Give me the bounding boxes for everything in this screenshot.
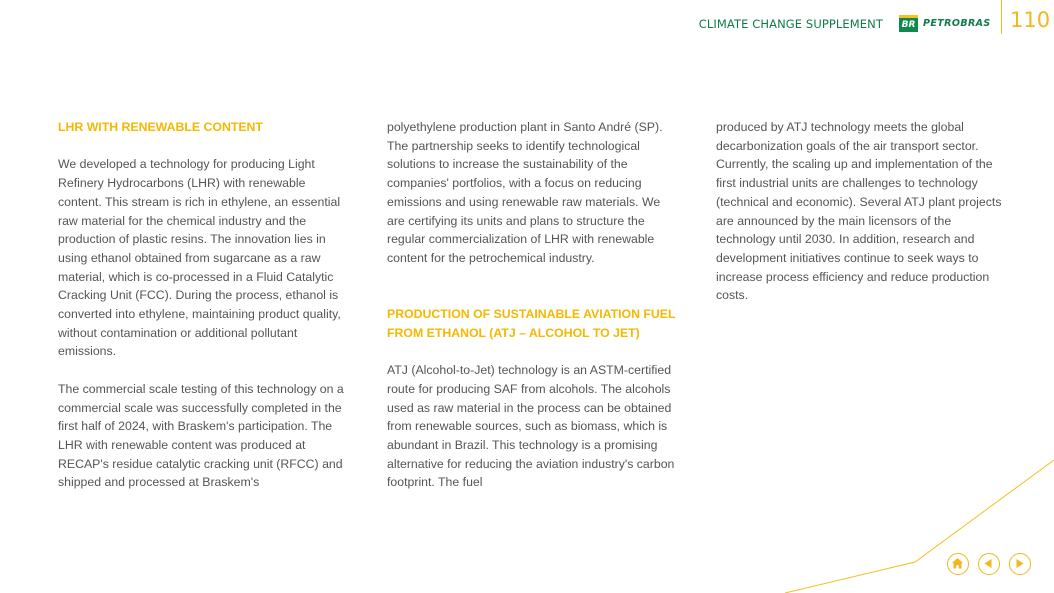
section-heading-lhr: LHR WITH RENEWABLE CONTENT <box>58 120 263 134</box>
br-logo-mark: BR <box>899 15 918 32</box>
petrobras-logo <box>899 15 995 33</box>
page-number: 110 <box>1010 8 1051 32</box>
column-3 <box>716 118 1008 305</box>
paragraph-atj-intro: ATJ (Alcohol-to-Jet) technology is an ASTM-certified route for producing SAF from alcohols. The alcohols used as raw material in the process can be obtained from renewable sources, such as biomass, which is abundant in Brazil. This technology is a promising alternative for reducing the aviation industry's carbon footprint. The fuel <box>387 363 675 490</box>
home-button[interactable] <box>947 553 969 575</box>
petrobras-wordmark: PETROBRAS <box>923 18 991 29</box>
paragraph-atj-continued: produced by ATJ technology meets the global decarbonization goals of the air transport sector. Currently, the scaling up and implementation of the first industrial units are challenges to technology (technical and economic). Several ATJ plant projects are announced by the main licensors of the technology until 2030. In addition, research and development initiatives continue to seek ways to increase process efficiency and reduce production costs. <box>716 120 1002 303</box>
triangle-left-icon <box>981 556 996 571</box>
paragraph-lhr-intro: We developed a technology for producing Light Refinery Hydrocarbons (LHR) with renewable content. This stream is rich in ethylene, an essential raw material for the chemical industry and the production of plastic resins. The innovation lies in using ethanol obtained from sugarcane as a raw material, which is co-processed in a Fluid Catalytic Cracking Unit (FCC). During the process, ethanol is converted into ethylene, maintaining product quality, without contamination or additional pollutant emissions. <box>58 157 341 359</box>
paragraph-lhr-continued: polyethylene production plant in Santo André (SP). The partnership seeks to identify technological solutions to increase the sustainability of the companies' portfolios, with a focus on reducing emissions and using renewable raw materials. We are certifying its units and plans to structure the regular commercialization of LHR with renewable content for the petrochemical industry. <box>387 120 663 265</box>
next-page-button[interactable] <box>1009 553 1031 575</box>
column-2 <box>387 118 679 492</box>
triangle-right-icon <box>1012 556 1027 571</box>
column-1 <box>58 118 350 492</box>
supplement-title: CLIMATE CHANGE SUPPLEMENT <box>698 17 883 31</box>
home-icon <box>950 556 965 571</box>
section-heading-atj: PRODUCTION OF SUSTAINABLE AVIATION FUEL FROM ETHANOL (ATJ – ALCOHOL TO JET) <box>387 307 676 340</box>
previous-page-button[interactable] <box>978 553 1000 575</box>
header-divider <box>1001 0 1002 34</box>
paragraph-lhr-testing: The commercial scale testing of this technology on a commercial scale was successfully completed in the first half of 2024, with Braskem's participation. The LHR with renewable content was produced at RECAP's residue catalytic cracking unit (RFCC) and shipped and processed at Braskem's <box>58 381 344 490</box>
